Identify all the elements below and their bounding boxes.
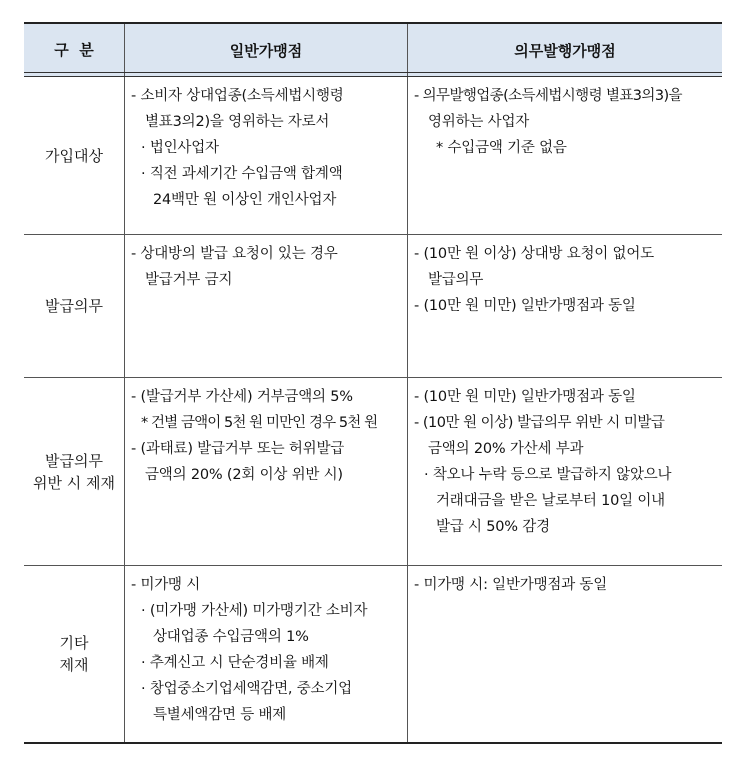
text-line: 발급의무 [428,272,484,288]
text-line: * 건별 금액이 5천 원 미만인 경우 5천 원 [141,415,378,431]
row-label: 가입대상 [24,77,125,234]
text-line: 특별세액감면 등 배제 [153,707,287,723]
mandatory-cell [408,378,722,565]
text-line: - (10만 원 이상) 상대방 요청이 없어도 [414,246,654,262]
text-line: · 법인사업자 [141,140,219,156]
mandatory-cell [408,235,722,377]
table-row [24,378,722,566]
text-line: - (과태료) 발급거부 또는 허위발급 [131,441,345,457]
text-line: 상대업종 수입금액의 1% [153,629,309,645]
text-line: · 직전 과세기간 수입금액 합계액 [141,166,343,182]
text-line: - 상대방의 발급 요청이 있는 경우 [131,246,338,262]
text-line: - 미가맹 시: 일반가맹점과 동일 [414,577,608,593]
text-line: - 의무발행업종(소득세법시행령 별표3의3)을 [414,88,682,104]
text-line: · 창업중소기업세액감면, 중소기업 [141,681,352,697]
text-line: 24백만 원 이상인 개인사업자 [153,192,337,208]
mandatory-cell [408,77,722,234]
text-line: * 수입금액 기준 없음 [436,140,567,156]
text-line: - (발급거부 가산세) 거부금액의 5% [131,389,353,405]
general-cell [125,77,408,234]
text-line: · (미가맹 가산세) 미가맹기간 소비자 [141,603,368,619]
table-row [24,566,722,742]
table-header-row [24,24,722,77]
general-cell [125,378,408,565]
text-line: - 소비자 상대업종(소득세법시행령 [131,88,344,104]
text-line: 발급 시 50% 감경 [436,519,550,535]
text-line: 별표3의2)을 영위하는 자로서 [145,114,330,130]
text-line: - (10만 원 미만) 일반가맹점과 동일 [414,389,636,405]
header-general-merchant: 일반가맹점 [125,24,408,76]
table-row [24,235,722,378]
text-line: 금액의 20% (2회 이상 위반 시) [145,467,343,483]
text-line: - (10만 원 미만) 일반가맹점과 동일 [414,298,636,314]
row-label: 기타 제재 [24,566,125,742]
text-line: - (10만 원 이상) 발급의무 위반 시 미발급 [414,415,665,431]
table-row [24,77,722,235]
comparison-table [24,22,722,744]
row-label: 발급의무 [24,235,125,377]
general-cell [125,566,408,742]
row-label: 발급의무 위반 시 제재 [24,378,125,565]
header-category: 구 분 [24,24,125,76]
text-line: 금액의 20% 가산세 부과 [428,441,584,457]
text-line: 발급거부 금지 [145,272,233,288]
text-line: · 추계신고 시 단순경비율 배제 [141,655,329,671]
text-line: - 미가맹 시 [131,577,201,593]
text-line: 거래대금을 받은 날로부터 10일 이내 [436,493,665,509]
text-line: · 착오나 누락 등으로 발급하지 않았으나 [424,467,672,483]
mandatory-cell [408,566,722,742]
general-cell [125,235,408,377]
text-line: 영위하는 사업자 [428,114,530,130]
header-mandatory-merchant: 의무발행가맹점 [514,41,616,60]
